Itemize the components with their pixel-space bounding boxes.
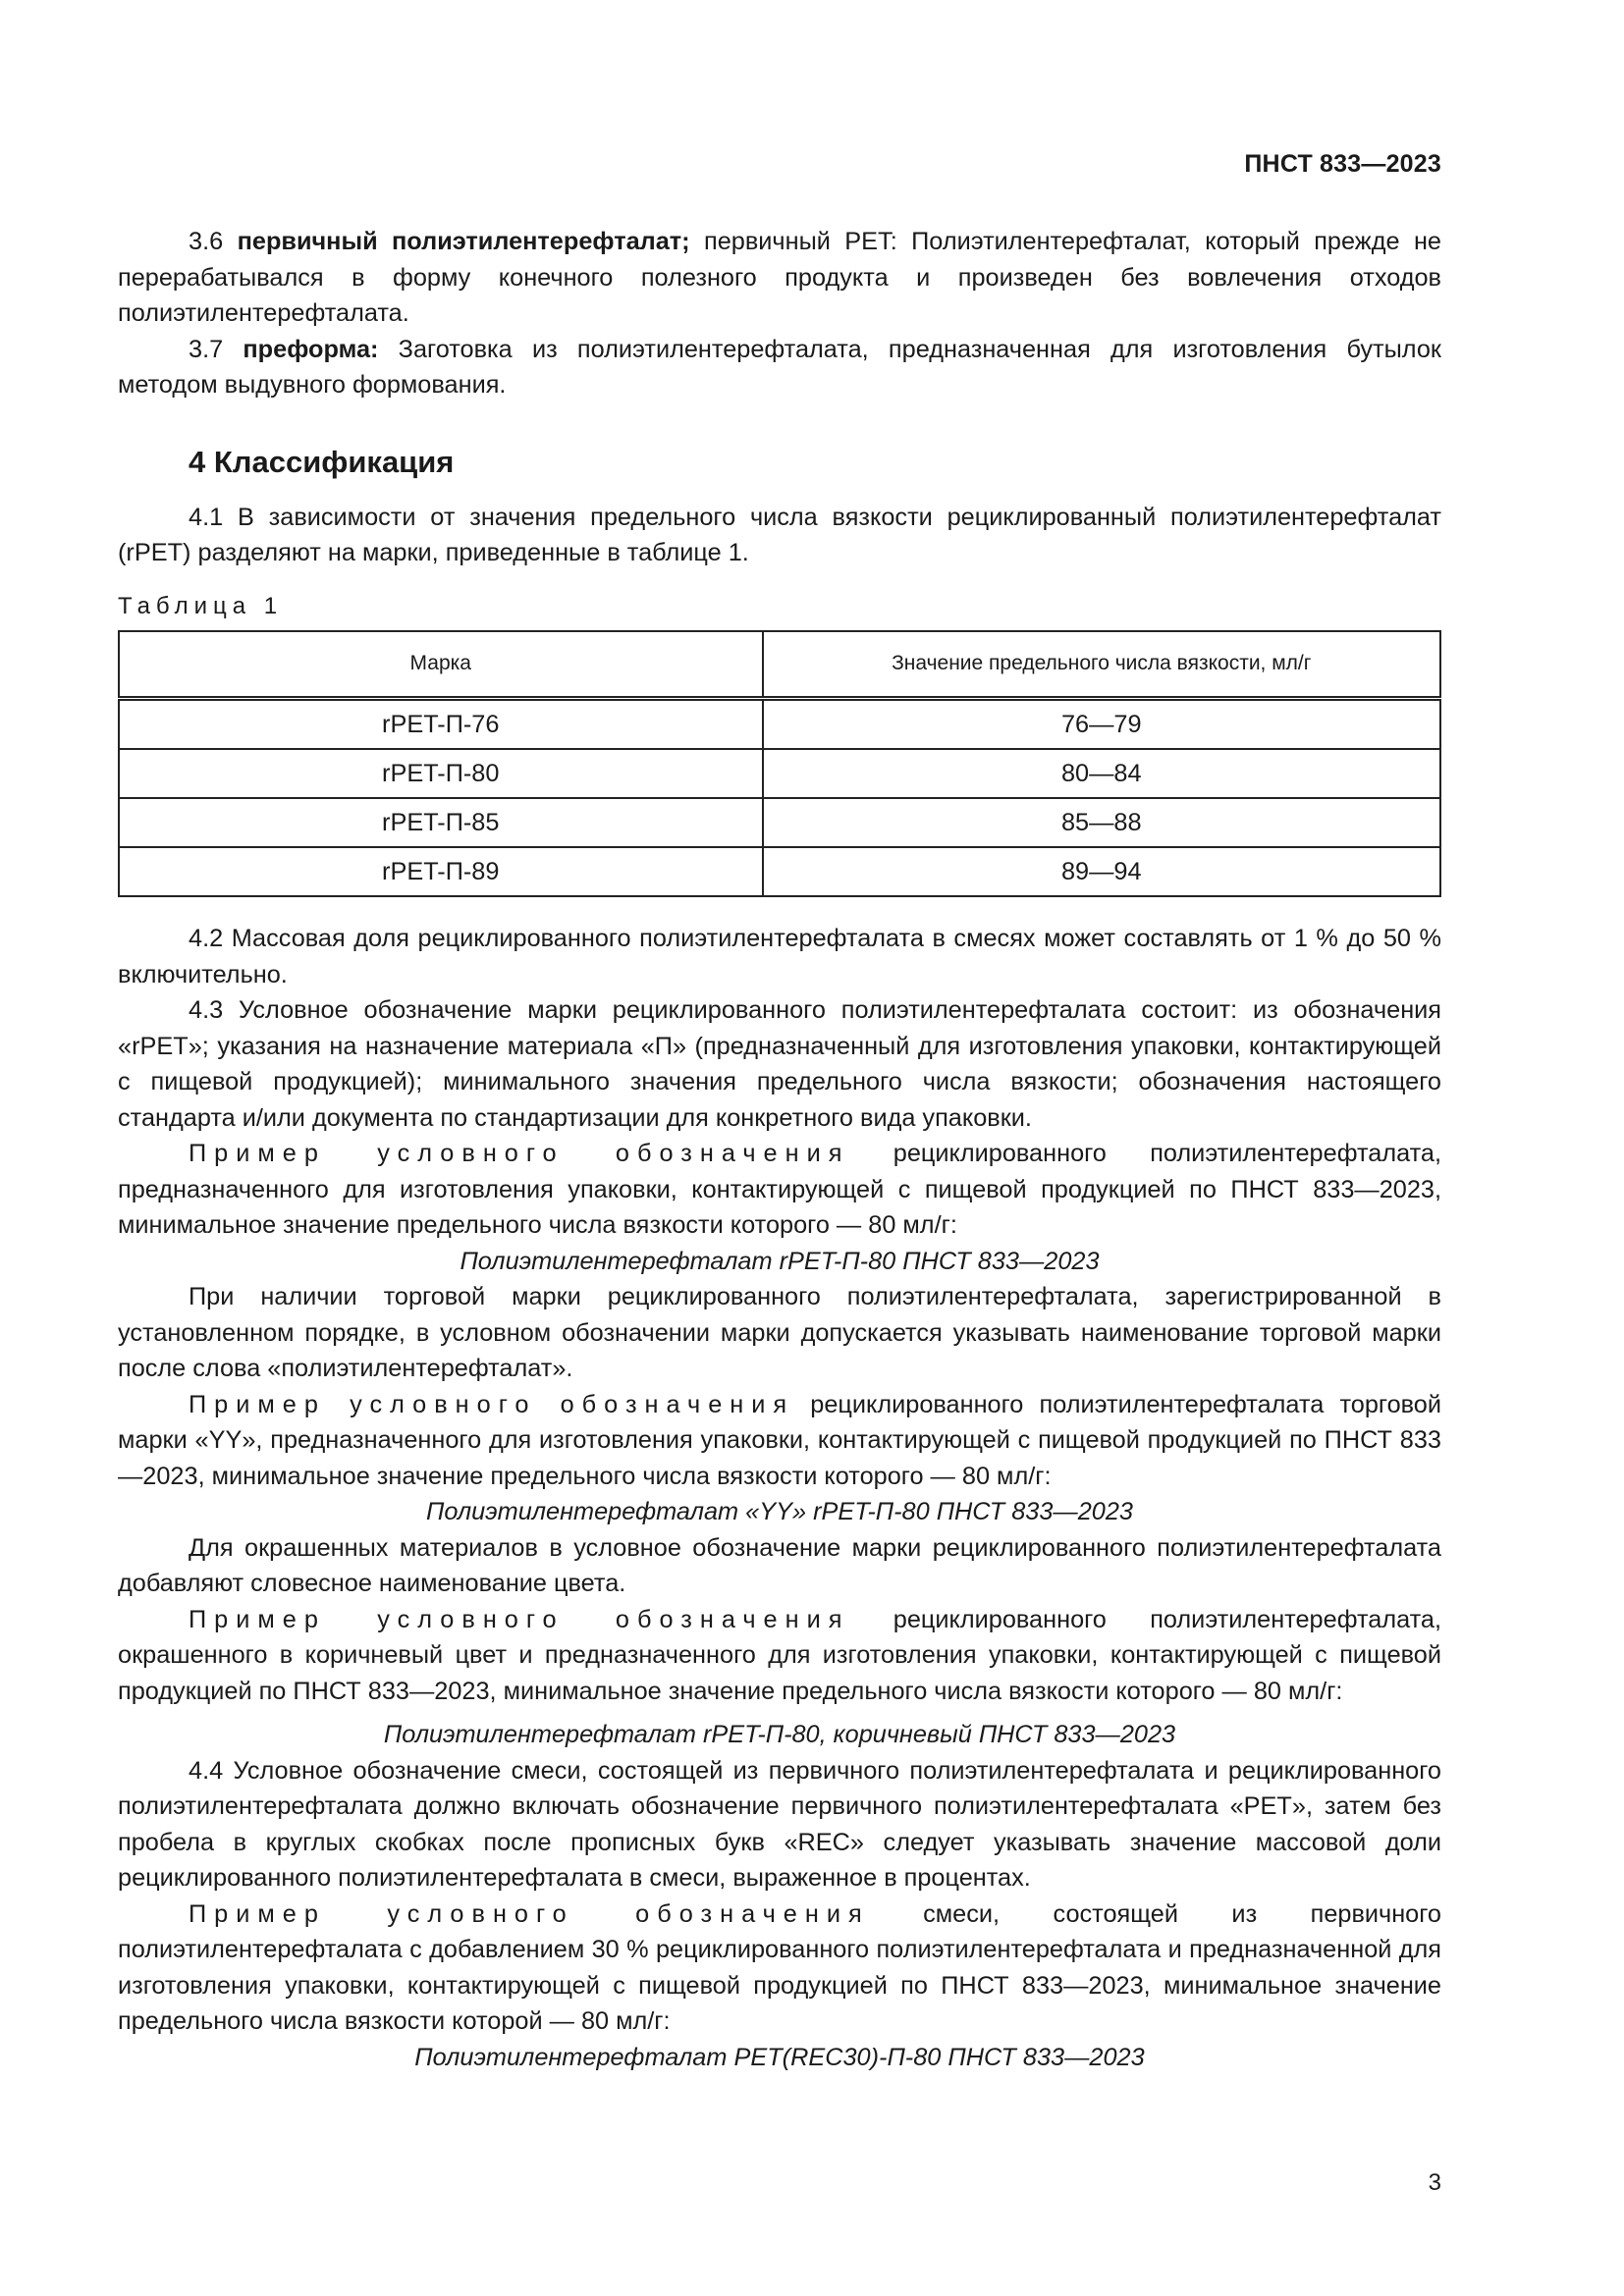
page-body: [118, 224, 1441, 2075]
example-4-designation: Полиэтилентерефталат PET(REC30)-П-80 ПНСТ 833—2023: [414, 2043, 1145, 2071]
grade-cell: rPET-П-89: [119, 847, 763, 896]
example-text: смеси, состоящей из первичного полиэтилентерефталата с добавлением 30 % рециклированного полиэтилентерефталата и предназначенной для изготовления упаковки, контактирующей с пищевой продукцией по ПНСТ 833—2023, минимальное значение предельного числа вязкости которой — 80 мл/г:: [118, 1899, 1441, 2035]
clause-number: 3.7: [189, 335, 224, 363]
example-4: [118, 1896, 1441, 2040]
grade-cell: rPET-П-76: [382, 710, 500, 738]
example-text: рециклированного полиэтилентерефталата, предназначенного для изготовления упаковки, контактирующей с пищевой продукцией по ПНСТ 833—2023, минимальное значение предельного числа вязкости которого — 80 мл/г:: [118, 1140, 1441, 1239]
document-page: [118, 0, 1441, 2296]
clause-number: 3.6: [189, 228, 224, 255]
viscosity-cell: 76—79: [763, 699, 1441, 750]
paragraph-4-4: 4.4 Условное обозначение смеси, состоящей из первичного полиэтилентерефталата и рециклированного полиэтилентерефталата должно включать обозначение первичного полиэтилентерефталата «PET», затем без пробела в круглых скобках после прописных букв «REC» следует указывать значение массовой доли рециклированного полиэтилентерефталата в смеси, выраженное в процентах.: [118, 1756, 1441, 1892]
grades-table: [118, 630, 1441, 897]
example-2: [118, 1387, 1441, 1495]
term-primary-pet: первичный полиэтилентерефталат;: [237, 228, 690, 255]
paragraph-trade-mark: При наличии торговой марки рециклированного полиэтилентерефталата, зарегистрированной в установленном порядке, в условном обозначении марки допускается указывать наименование торговой марки после слова «полиэтилентерефталат».: [118, 1283, 1441, 1382]
example-2-designation: Полиэтилентерефталат «YY» rPET-П-80 ПНСТ 833—2023: [426, 1498, 1133, 1525]
section-heading-classification: 4 Классификация: [189, 444, 455, 479]
table-row: [119, 847, 1440, 896]
paragraph-color: Для окрашенных материалов в условное обозначение марки рециклированного полиэтилентерефталата добавляют словесное наименование цвета.: [118, 1533, 1441, 1597]
example-label: Пример условного обозначения: [189, 1899, 870, 1928]
paragraph-3-7: [118, 332, 1441, 403]
viscosity-cell: 85—88: [763, 798, 1441, 847]
term-preform: преформа:: [243, 335, 379, 363]
viscosity-cell: 80—84: [763, 749, 1441, 798]
example-label: Пример условного обозначения: [189, 1605, 850, 1633]
example-1-designation: Полиэтилентерефталат rPET-П-80 ПНСТ 833—2023: [460, 1247, 1100, 1275]
viscosity-cell: 89—94: [763, 847, 1441, 896]
example-1: [118, 1136, 1441, 1244]
paragraph-4-2: 4.2 Массовая доля рециклированного полиэтилентерефталата в смесях может составлять от 1 % до 50 % включительно.: [118, 925, 1441, 988]
definition-text: первичный PET: Полиэтилентерефталат, который прежде не перерабатывался в форму конечного полезного продукта и произведен без вовлечения отходов полиэтилентерефталата.: [118, 228, 1441, 327]
example-text: рециклированного полиэтилентерефталата, окрашенного в коричневый цвет и предназначенного для изготовления упаковки, контактирующей с пищевой продукцией по ПНСТ 833—2023, минимальное значение предельного числа вязкости которого — 80 мл/г:: [118, 1605, 1441, 1705]
table-row: [119, 798, 1440, 847]
table-row: [119, 699, 1440, 750]
example-text: рециклированного полиэтилентерефталата торговой марки «YY», предназначенного для изготовления упаковки, контактирующей с пищевой продукцией по ПНСТ 833—2023, минимальное значение предельного числа вязкости которого — 80 мл/г:: [118, 1390, 1441, 1490]
table-caption: Таблица 1: [118, 592, 284, 619]
definition-text: Заготовка из полиэтилентерефталата, предназначенная для изготовления бутылок методом выдувного формования.: [118, 335, 1441, 399]
column-header-grade: Марка: [119, 631, 763, 699]
example-3-designation: Полиэтилентерефталат rPET-П-80, коричневый ПНСТ 833—2023: [383, 1721, 1176, 1748]
grade-cell: rPET-П-80: [119, 749, 763, 798]
example-label: Пример условного обозначения: [189, 1390, 795, 1418]
table-row: [119, 749, 1440, 798]
standard-code-header: ПНСТ 833—2023: [1244, 150, 1441, 178]
table-header-row: [119, 631, 1440, 699]
paragraph-4-3: 4.3 Условное обозначение марки рециклированного полиэтилентерефталата состоит: из обозначения «rPET»; указания на назначение материала «П» (предназначенный для изготовления упаковки, контактирующей с пищевой продукцией); минимального значения предельного числа вязкости; обозначения настоящего стандарта и/или документа по стандартизации для конкретного вида упаковки.: [118, 996, 1441, 1132]
page-number: 3: [1428, 2169, 1441, 2196]
paragraph-3-6: [118, 224, 1441, 332]
grade-cell: rPET-П-85: [119, 798, 763, 847]
example-label: Пример условного обозначения: [189, 1140, 850, 1167]
column-header-viscosity: Значение предельного числа вязкости, мл/г: [763, 631, 1441, 699]
paragraph-4-1: 4.1 В зависимости от значения предельного числа вязкости рециклированный полиэтилентерефталат (rPET) разделяют на марки, приведенные в таблице 1.: [118, 503, 1441, 566]
example-3: [118, 1602, 1441, 1710]
